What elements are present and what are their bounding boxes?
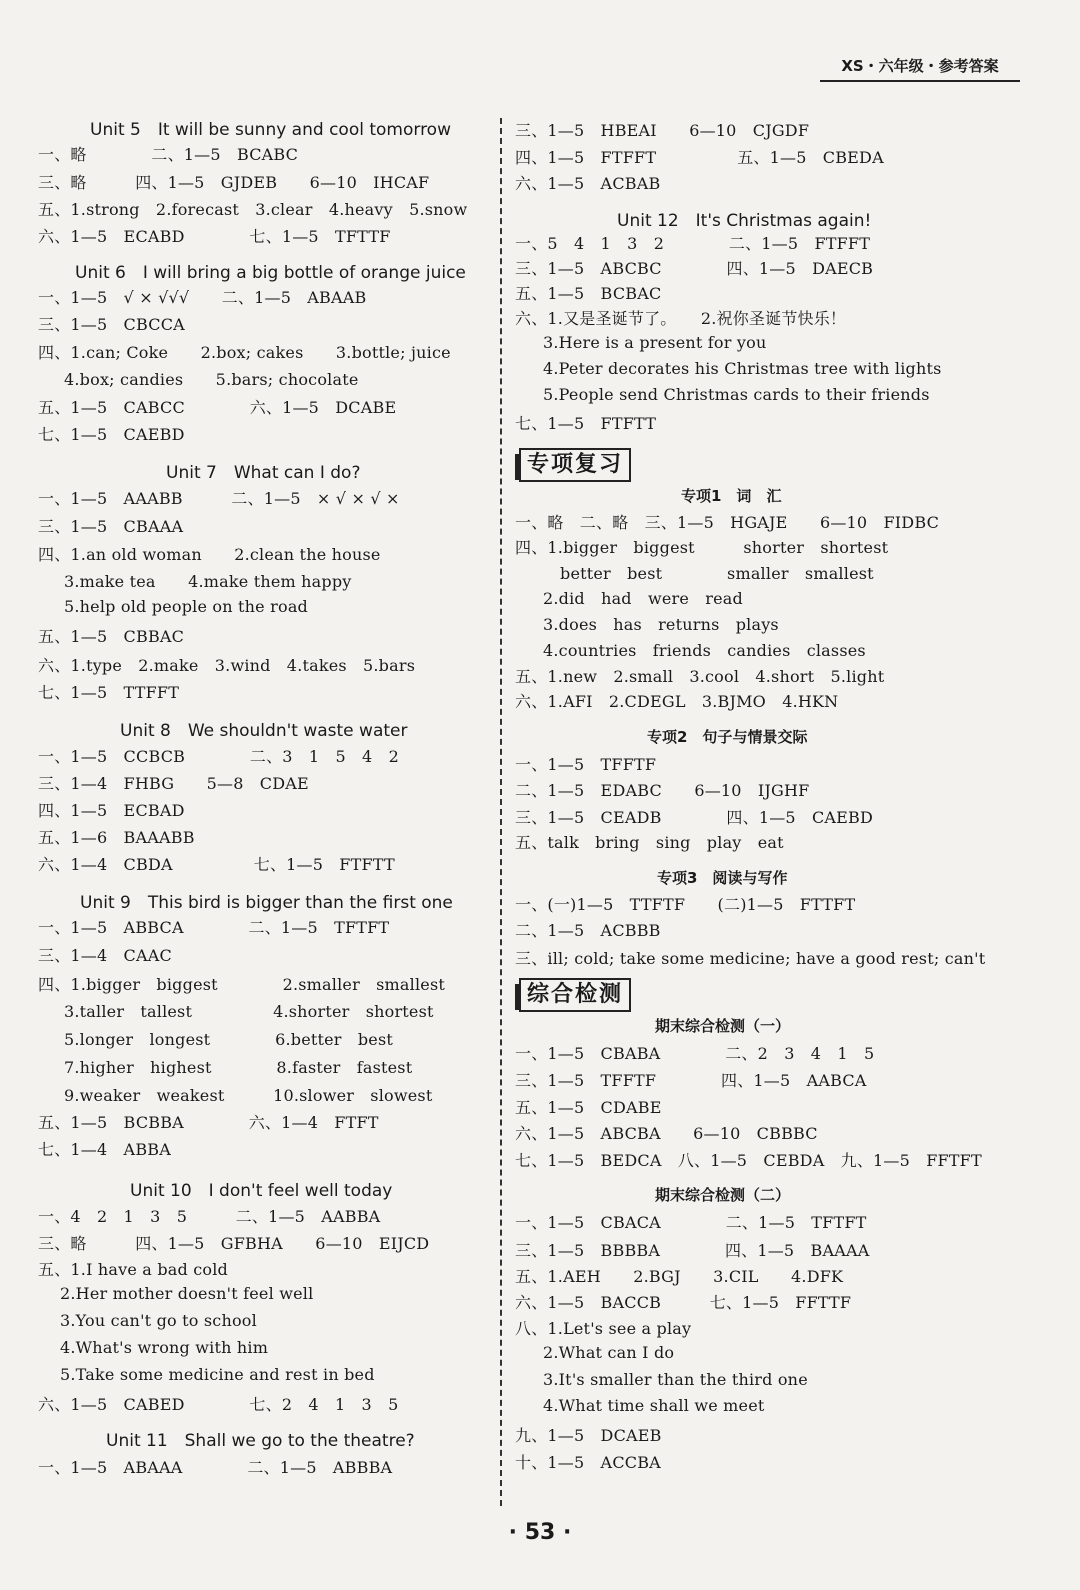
answer-line: 3.does has returns plays bbox=[543, 615, 779, 634]
answer-line: 五、1—6 BAAABB bbox=[38, 828, 195, 847]
answer-line: 五、1—5 BCBBA 六、1—4 FTFT bbox=[38, 1113, 379, 1132]
answer-line: 三、1—5 HBEAI 6—10 CJGDF bbox=[515, 121, 810, 140]
answer-line: 五、1—5 BCBAC bbox=[515, 284, 662, 303]
answer-line: 三、略 四、1—5 GFBHA 6—10 EIJCD bbox=[38, 1234, 430, 1253]
answer-line: 2.What can I do bbox=[543, 1343, 675, 1362]
subsection-heading: 专项3 阅读与写作 bbox=[657, 869, 788, 887]
unit-heading: Unit 11 Shall we go to the theatre? bbox=[106, 1431, 415, 1451]
answer-line: 4.countries friends candies classes bbox=[543, 641, 866, 660]
subsection-heading: 期末综合检测（二） bbox=[655, 1186, 791, 1204]
answer-line: 十、1—5 ACCBA bbox=[515, 1453, 661, 1472]
answer-line: 一、1—5 ABAAA 二、1—5 ABBBA bbox=[38, 1458, 393, 1477]
answer-line: 六、1.AFI 2.CDEGL 3.BJMO 4.HKN bbox=[515, 692, 839, 711]
unit-heading: Unit 9 This bird is bigger than the first one bbox=[80, 893, 453, 913]
answer-line: 一、(一)1—5 TTFTF (二)1—5 FTTFT bbox=[515, 895, 856, 914]
answer-line: 一、1—5 CBACA 二、1—5 TFTFT bbox=[515, 1213, 867, 1232]
answer-line: 三、1—5 TFFTF 四、1—5 AABCA bbox=[515, 1071, 867, 1090]
answer-line: 4.What time shall we meet bbox=[543, 1396, 765, 1415]
answer-line: 4.box; candies 5.bars; chocolate bbox=[64, 370, 359, 389]
answer-line: 一、1—5 AAABB 二、1—5 × √ × √ × bbox=[38, 489, 400, 508]
answer-line: 六、1—4 CBDA 七、1—5 FTFTT bbox=[38, 855, 395, 874]
answer-line: 一、1—5 √ × √√√ 二、1—5 ABAAB bbox=[38, 288, 367, 307]
answer-line: 一、4 2 1 3 5 二、1—5 AABBA bbox=[38, 1207, 381, 1226]
answer-line: 五、1—5 CBBAC bbox=[38, 627, 185, 646]
answer-line: 一、1—5 CCBCB 二、3 1 5 4 2 bbox=[38, 747, 399, 766]
answer-line: 5.People send Christmas cards to their friends bbox=[543, 385, 930, 404]
unit-heading: Unit 8 We shouldn't waste water bbox=[120, 721, 408, 741]
answer-line: 六、1.又是圣诞节了。 2.祝你圣诞节快乐！ bbox=[515, 309, 847, 328]
answer-line: 七、1—5 CAEBD bbox=[38, 425, 185, 444]
answer-line: 七、1—5 TTFFT bbox=[38, 683, 180, 702]
answer-line: 三、1—5 BBBBA 四、1—5 BAAAA bbox=[515, 1241, 870, 1260]
unit-heading: Unit 10 I don't feel well today bbox=[130, 1181, 393, 1201]
answer-line: 2.Her mother doesn't feel well bbox=[60, 1284, 314, 1303]
answer-line: 4.What's wrong with him bbox=[60, 1338, 269, 1357]
answer-line: 五、talk bring sing play eat bbox=[515, 833, 784, 852]
subsection-heading: 期末综合检测（一） bbox=[655, 1017, 791, 1035]
answer-line: 三、1—5 CEADB 四、1—5 CAEBD bbox=[515, 808, 874, 827]
answer-line: 七、1—5 FTFTT bbox=[515, 414, 657, 433]
answer-line: 五、1.AEH 2.BGJ 3.CIL 4.DFK bbox=[515, 1267, 844, 1286]
page-number: · 53 · bbox=[508, 1520, 572, 1545]
answer-line: 八、1.Let's see a play bbox=[515, 1319, 692, 1338]
answer-line: 一、略 二、1—5 BCABC bbox=[38, 145, 299, 164]
answer-line: 三、略 四、1—5 GJDEB 6—10 IHCAF bbox=[38, 173, 430, 192]
unit-heading: Unit 12 It's Christmas again! bbox=[617, 211, 872, 231]
answer-line: 六、1—5 ACBAB bbox=[515, 174, 661, 193]
answer-line: 三、1—4 CAAC bbox=[38, 946, 172, 965]
answer-line: 一、1—5 CBABA 二、2 3 4 1 5 bbox=[515, 1044, 875, 1063]
section-title-box: 专项复习 bbox=[519, 448, 631, 482]
answer-line: 五、1.I have a bad cold bbox=[38, 1260, 228, 1279]
answer-line: 3.It's smaller than the third one bbox=[543, 1370, 808, 1389]
answer-line: 3.Here is a present for you bbox=[543, 333, 767, 352]
subsection-heading: 专项2 句子与情景交际 bbox=[647, 728, 808, 746]
unit-heading: Unit 5 It will be sunny and cool tomorrow bbox=[90, 120, 451, 140]
answer-line: 一、1—5 ABBCA 二、1—5 TFTFT bbox=[38, 918, 390, 937]
answer-line: 六、1—5 BACCB 七、1—5 FFTTF bbox=[515, 1293, 852, 1312]
answer-line: 四、1.an old woman 2.clean the house bbox=[38, 545, 381, 564]
answer-line: 7.higher highest 8.faster fastest bbox=[64, 1058, 413, 1077]
section-title-box: 综合检测 bbox=[519, 978, 631, 1012]
unit-heading: Unit 6 I will bring a big bottle of orange juice bbox=[75, 263, 466, 283]
answer-line: 六、1—5 ABCBA 6—10 CBBBC bbox=[515, 1124, 818, 1143]
answer-line: 5.Take some medicine and rest in bed bbox=[60, 1365, 375, 1384]
answer-line: 三、ill; cold; take some medicine; have a good rest; can't bbox=[515, 949, 986, 968]
answer-line: 一、5 4 1 3 2 二、1—5 FTFFT bbox=[515, 234, 871, 253]
answer-line: 七、1—4 ABBA bbox=[38, 1140, 171, 1159]
answer-line: 3.taller tallest 4.shorter shortest bbox=[64, 1002, 434, 1021]
answer-line: 四、1—5 FTFFT 五、1—5 CBEDA bbox=[515, 148, 884, 167]
answer-line: 二、1—5 EDABC 6—10 IJGHF bbox=[515, 781, 810, 800]
answer-line: 六、1—5 ECABD 七、1—5 TFTTF bbox=[38, 227, 391, 246]
answer-line: 三、1—5 CBCCA bbox=[38, 315, 185, 334]
header-tag: XS・六年级・参考答案 bbox=[820, 52, 1020, 82]
answer-line: 2.did had were read bbox=[543, 589, 743, 608]
answer-line: 一、略 二、略 三、1—5 HGAJE 6—10 FIDBC bbox=[515, 513, 940, 532]
answer-line: 5.longer longest 6.better best bbox=[64, 1030, 393, 1049]
column-divider bbox=[500, 118, 502, 1506]
answer-line: 四、1.bigger biggest 2.smaller smallest bbox=[38, 975, 445, 994]
answer-line: 四、1—5 ECBAD bbox=[38, 801, 185, 820]
answer-line: 五、1.strong 2.forecast 3.clear 4.heavy 5.snow bbox=[38, 200, 468, 219]
answer-line: 四、1.bigger biggest shorter shortest bbox=[515, 538, 889, 557]
answer-line: 4.Peter decorates his Christmas tree with lights bbox=[543, 359, 942, 378]
answer-line: 六、1—5 CABED 七、2 4 1 3 5 bbox=[38, 1395, 399, 1414]
answer-line: 三、1—5 CBAAA bbox=[38, 517, 184, 536]
answer-line: 四、1.can; Coke 2.box; cakes 3.bottle; juice bbox=[38, 343, 451, 362]
answer-line: 5.help old people on the road bbox=[64, 597, 308, 616]
answer-line: 3.You can't go to school bbox=[60, 1311, 257, 1330]
answer-line: 9.weaker weakest 10.slower slowest bbox=[64, 1086, 433, 1105]
answer-line: 九、1—5 DCAEB bbox=[515, 1426, 662, 1445]
answer-line: 三、1—5 ABCBC 四、1—5 DAECB bbox=[515, 259, 874, 278]
answer-line: 六、1.type 2.make 3.wind 4.takes 5.bars bbox=[38, 656, 416, 675]
answer-line: 五、1—5 CDABE bbox=[515, 1098, 662, 1117]
answer-line: 五、1.new 2.small 3.cool 4.short 5.light bbox=[515, 667, 885, 686]
answer-line: 七、1—5 BEDCA 八、1—5 CEBDA 九、1—5 FFTFT bbox=[515, 1151, 982, 1170]
answer-line: 一、1—5 TFFTF bbox=[515, 755, 657, 774]
unit-heading: Unit 7 What can I do? bbox=[166, 463, 361, 483]
answer-line: 五、1—5 CABCC 六、1—5 DCABE bbox=[38, 398, 397, 417]
subsection-heading: 专项1 词 汇 bbox=[681, 487, 782, 505]
answer-line: 二、1—5 ACBBB bbox=[515, 921, 661, 940]
answer-line: 三、1—4 FHBG 5—8 CDAE bbox=[38, 774, 309, 793]
answer-line: better best smaller smallest bbox=[560, 564, 874, 583]
answer-line: 3.make tea 4.make them happy bbox=[64, 572, 352, 591]
